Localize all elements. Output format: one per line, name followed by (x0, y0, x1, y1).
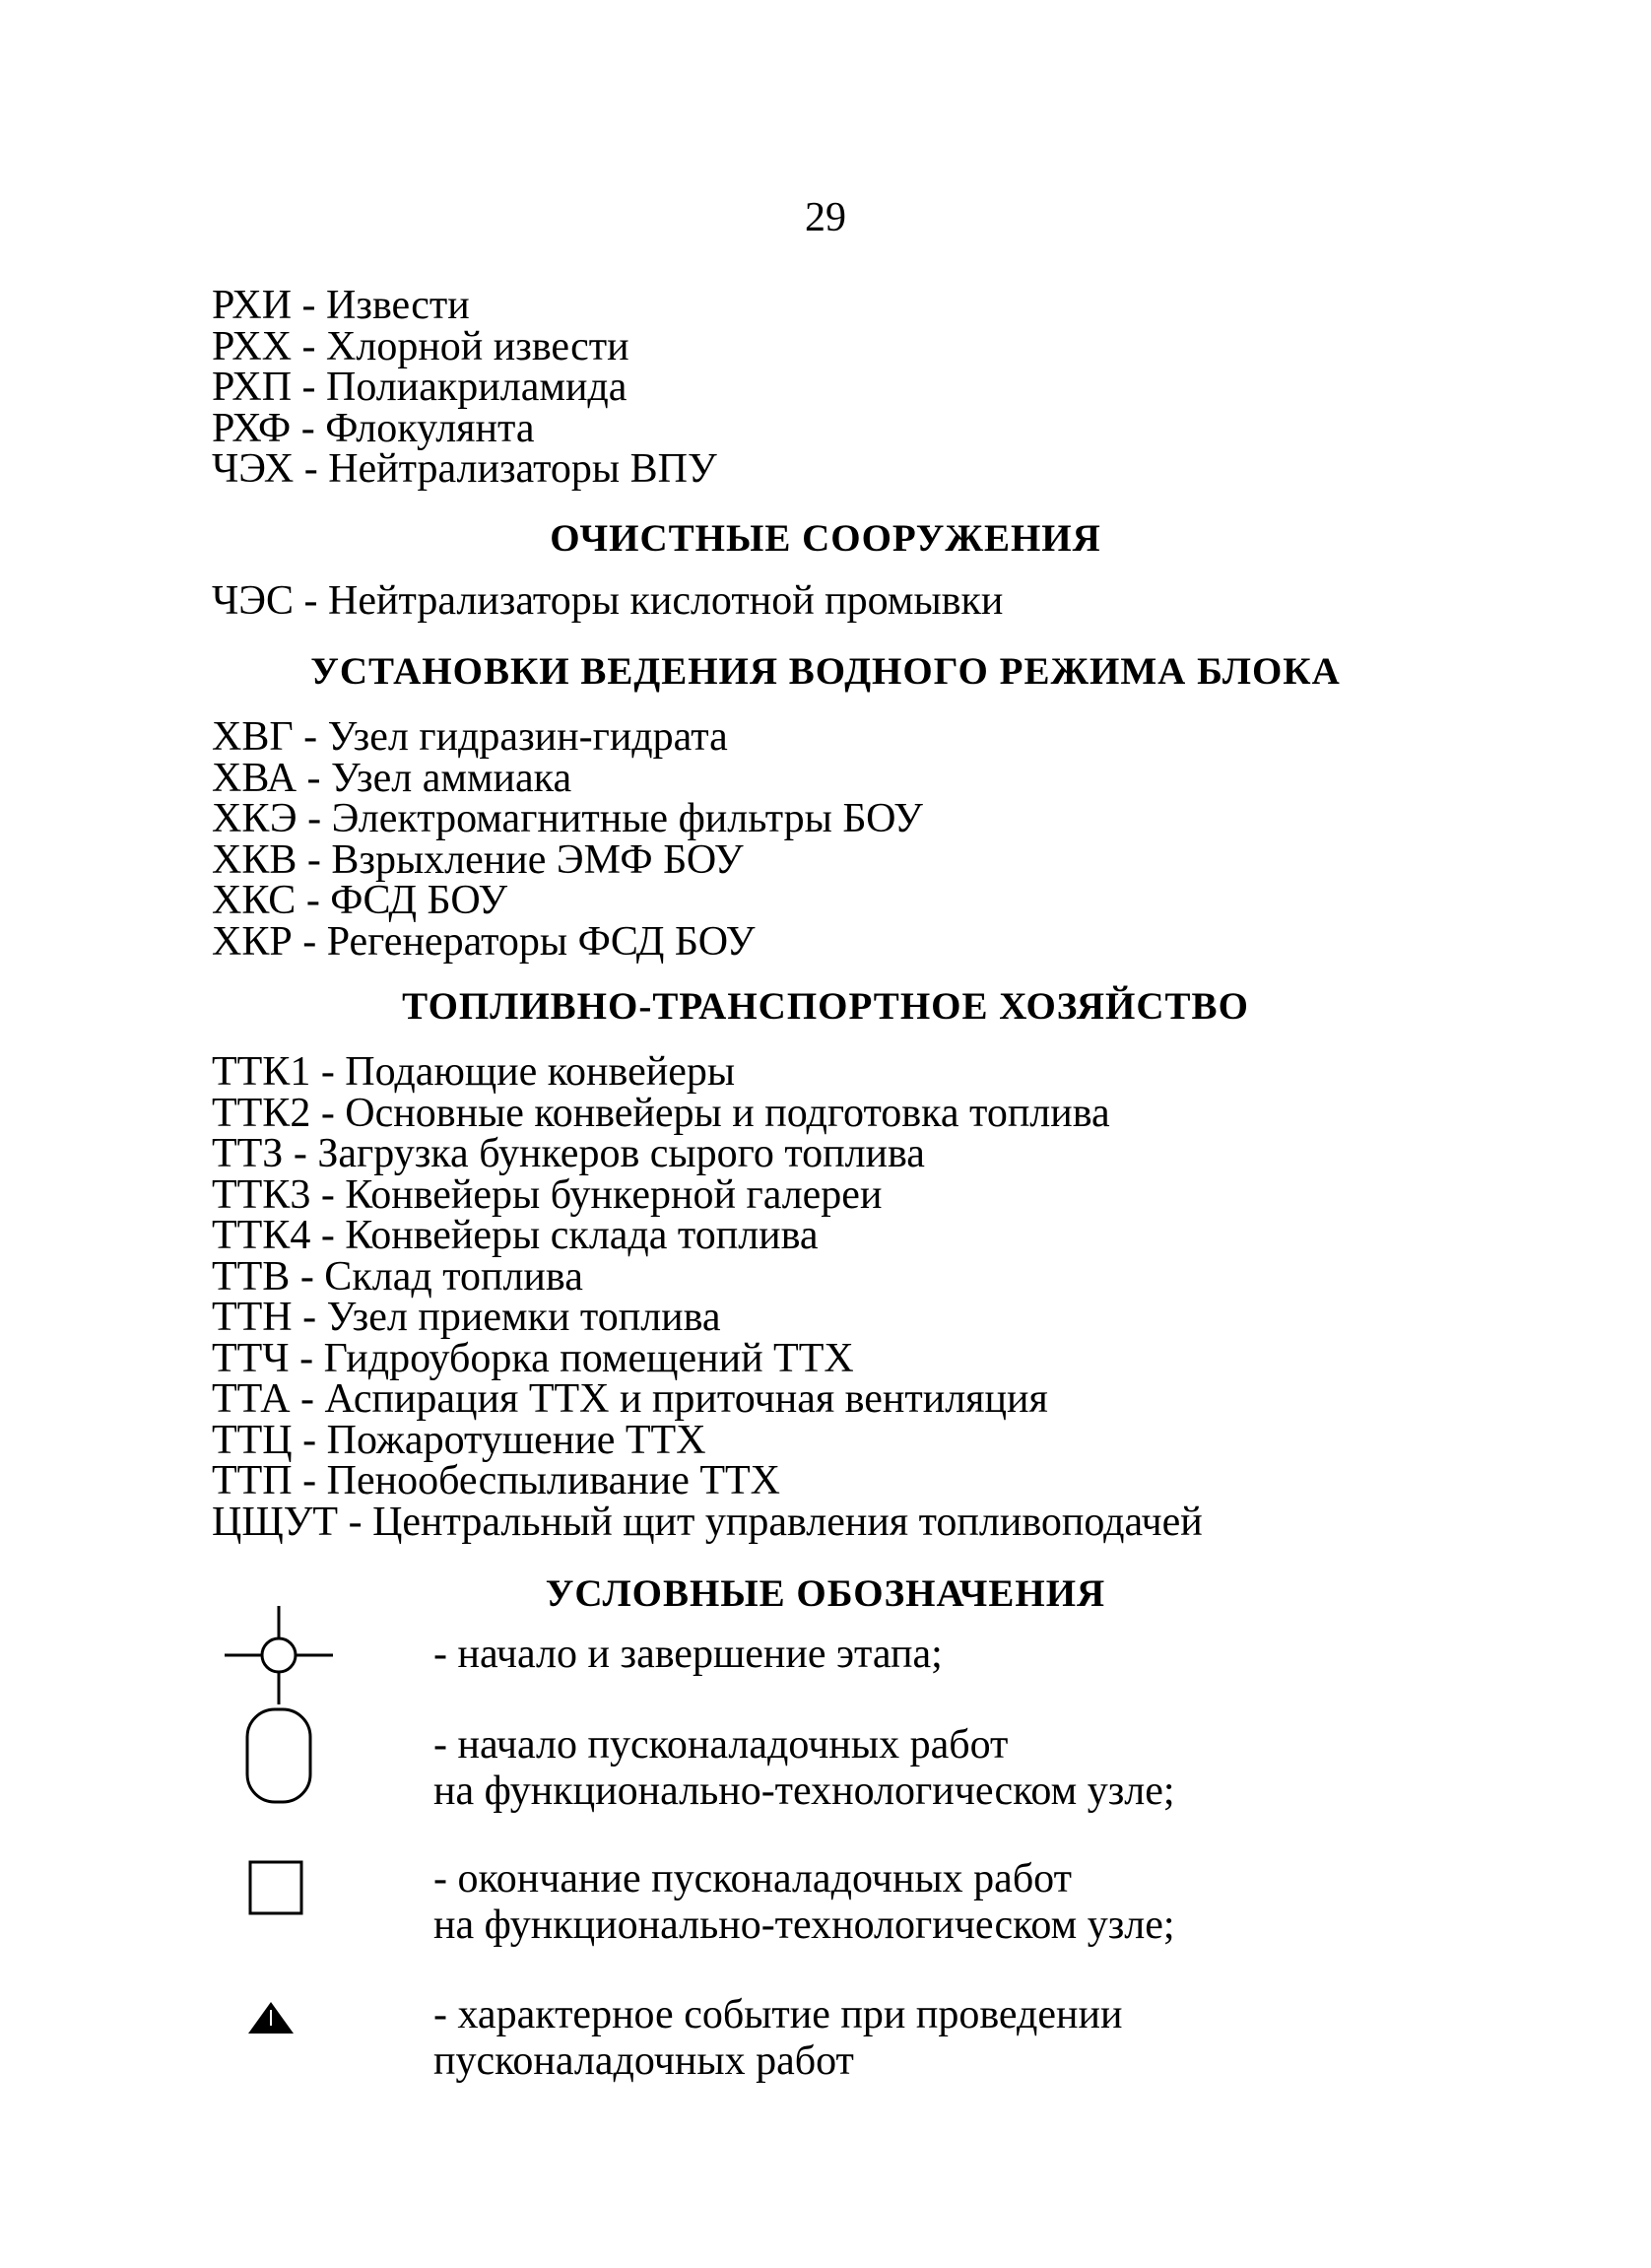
legend-item-event (433, 1992, 1122, 2085)
list-item: ТТЧ - Гидроуборка помещений ТТХ (212, 1335, 854, 1381)
legend-item-end (433, 1856, 1175, 1949)
rounded-rect-icon (244, 1706, 313, 1805)
list-item: ТТК4 - Конвейеры склада топлива (212, 1213, 819, 1258)
legend-item-start-line: - начало пусконаладочных работ (433, 1722, 1009, 1768)
list-item: ТТН - Узел приемки топлива (212, 1295, 721, 1340)
event-triangle-icon (246, 2000, 296, 2035)
top-list (212, 283, 1591, 492)
list-item: ТТА - Аспирация ТТХ и приточная вентиляция (212, 1376, 1048, 1422)
list-item: ХВГ - Узел гидразин-гидрата (212, 714, 728, 760)
legend-item-start-line: на функционально-технологическом узле; (433, 1768, 1175, 1814)
legend-item-end-line: - окончание пусконаладочных работ (433, 1856, 1072, 1901)
list-item: ХКЭ - Электромагнитные фильтры БОУ (212, 796, 923, 841)
section-heading-legend: УСЛОВНЫЕ ОБОЗНАЧЕНИЯ (545, 1572, 1106, 1615)
list-item: РХФ - Флокулянта (212, 405, 535, 451)
list-item: РХП - Полиакриламида (212, 365, 627, 410)
list-item: ЦЩУТ - Центральный щит управления топливоподачей (212, 1499, 1203, 1545)
list-item: ТТК1 - Подающие конвейеры (212, 1049, 736, 1095)
square-icon (248, 1860, 303, 1915)
treatment-list (212, 578, 1591, 624)
list-item: ХКС - ФСД БОУ (212, 878, 508, 923)
list-item: ТТК3 - Конвейеры бункерной галереи (212, 1171, 883, 1218)
water-regime-list (212, 714, 1591, 965)
list-item: ТТК2 - Основные конвейеры и подготовка топлива (212, 1090, 1110, 1136)
section-heading-fuel: ТОПЛИВНО-ТРАНСПОРТНОЕ ХОЗЯЙСТВО (402, 985, 1249, 1028)
legend-item-event-line: пусконаладочных работ (433, 2038, 854, 2084)
list-item: ТТП - Пенообеспыливание ТТХ (212, 1458, 781, 1503)
legend-item-stage (433, 1632, 943, 1678)
list-item: ТТЗ - Загрузка бункеров сырого топлива (212, 1131, 925, 1176)
section-heading-water-regime: УСТАНОВКИ ВЕДЕНИЯ ВОДНОГО РЕЖИМА БЛОКА (310, 650, 1341, 693)
list-item: РХИ - Извести (212, 283, 470, 328)
fuel-list (212, 1049, 1591, 1545)
stage-marker-icon (225, 1606, 333, 1704)
page-number: 29 (805, 195, 846, 240)
legend-item-event-line: - характерное событие при проведении (433, 1992, 1123, 2037)
list-item: ЧЭХ - Нейтрализаторы ВПУ (212, 446, 717, 492)
list-item: ЧЭС - Нейтрализаторы кислотной промывки (212, 578, 1004, 624)
list-item: ХКР - Регенераторы ФСД БОУ (212, 918, 756, 965)
list-item: РХХ - Хлорной извести (212, 323, 629, 369)
section-heading-treatment: ОЧИСТНЫЕ СООРУЖЕНИЯ (550, 517, 1101, 560)
list-item: ТТЦ - Пожаротушение ТТХ (212, 1417, 706, 1463)
legend-item-stage-line: - начало и завершение этапа; (433, 1632, 943, 1677)
legend-item-end-line: на функционально-технологическом узле; (433, 1902, 1175, 1948)
list-item: ХКВ - Взрыхление ЭМФ БОУ (212, 836, 744, 883)
legend-item-start (433, 1722, 1175, 1815)
list-item: ХВА - Узел аммиака (212, 755, 572, 801)
list-item: ТТВ - Склад топлива (212, 1253, 583, 1300)
